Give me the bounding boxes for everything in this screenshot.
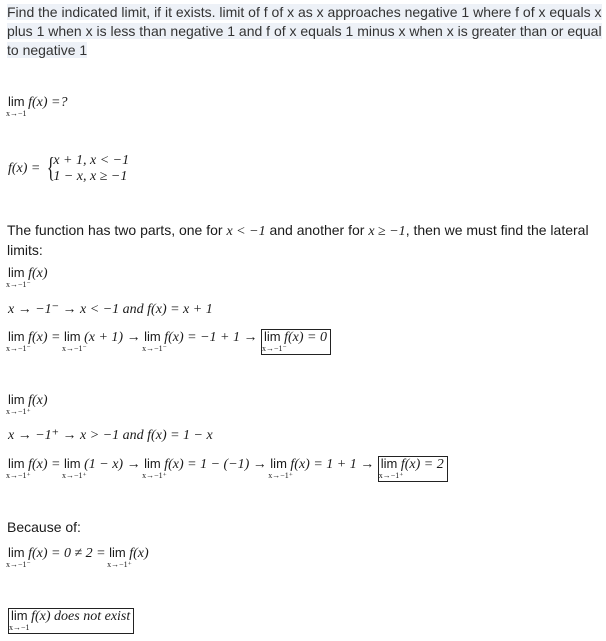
- limit-operator: lim x→−1: [6, 94, 27, 118]
- left-limit-result-box: lim x→−1⁻ f(x) = 0: [261, 329, 331, 355]
- question-text: Find the indicated limit, if it exists. limit of f of x as x approaches negative 1 where f of x equals x plus 1 when x is less than negative 1 and f of x equals 1 minus x when x is greater than or equal to negative 1: [7, 4, 602, 58]
- explanation-text: The function has two parts, one for x < −1 and another for x ≥ −1, then we must find the lateral limits:: [7, 222, 589, 258]
- right-limit-computation: lim x→−1⁺ f(x) = lim x→−1⁺ (1 − x) → lim x→−1⁺ f(x) = 1 − (−1) → lim x→−1⁺ f(x) = 1 + 1 → lim x→−1⁺ f(x) = 2: [8, 456, 448, 482]
- because-text: Because of:: [7, 519, 81, 535]
- conclusion-box: lim x→−1 f(x) does not exist: [8, 608, 134, 634]
- right-limit-title: lim x→−1⁺ f(x): [6, 392, 48, 416]
- left-limit-title: lim x→−1⁻ f(x): [6, 265, 48, 289]
- left-limit-computation: lim x→−1⁻ f(x) = lim x→−1⁻ (x + 1) → lim x→−1⁻ f(x) = −1 + 1 → lim x→−1⁻ f(x) = 0: [8, 329, 331, 355]
- left-condition: x → −1⁻ → x < −1 and f(x) = x + 1: [8, 302, 213, 317]
- right-condition: x → −1⁺ → x > −1 and f(x) = 1 − x: [8, 428, 213, 443]
- limit-comparison: lim x→−1⁻ f(x) = 0 ≠ 2 = lim x→−1⁺ f(x): [6, 545, 149, 569]
- limit-question: lim x→−1 f(x) =?: [6, 94, 68, 118]
- piecewise-definition: f(x) = { x + 1, x < −1 1 − x, x ≥ −1: [8, 153, 130, 184]
- right-limit-result-box: lim x→−1⁺ f(x) = 2: [378, 456, 448, 482]
- limit-operator: lim x→−1⁺: [6, 392, 31, 416]
- limit-operator: lim x→−1⁻: [6, 265, 31, 289]
